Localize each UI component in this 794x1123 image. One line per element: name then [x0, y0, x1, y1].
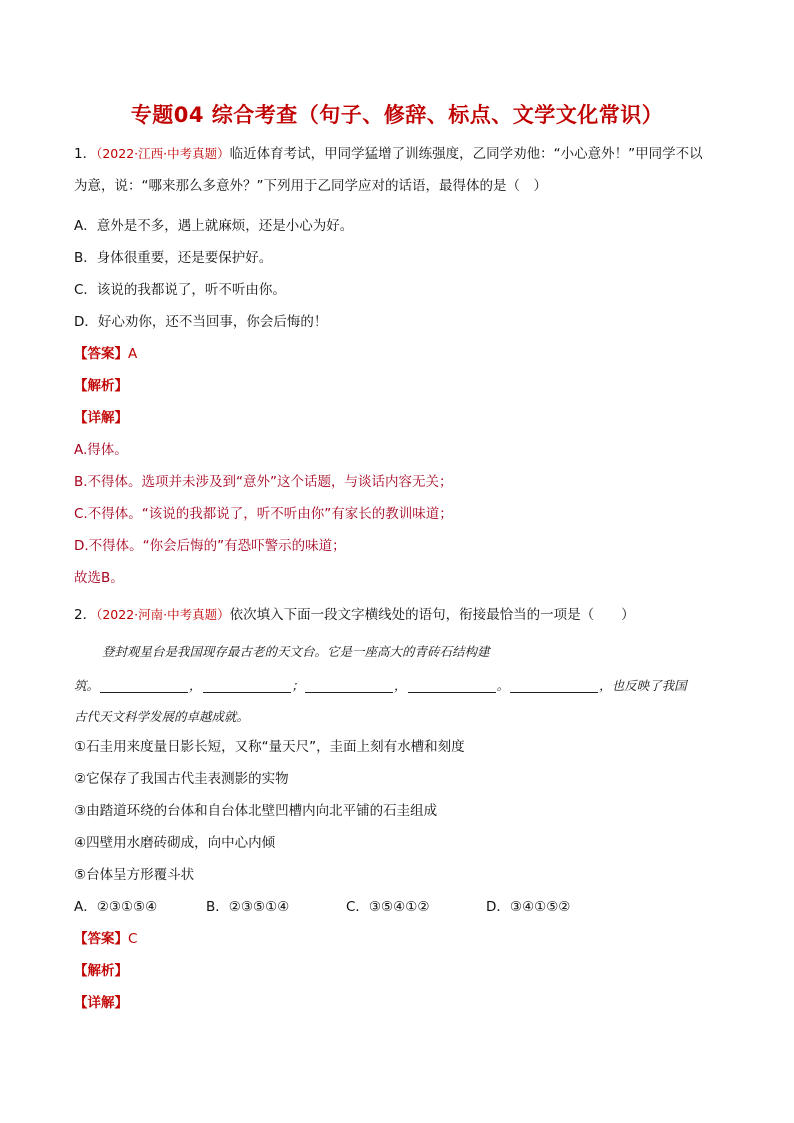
q1-answer-label: 【答案】 — [74, 346, 128, 362]
q2-sep-1: ， — [189, 678, 202, 693]
fill-blank-4 — [408, 691, 496, 693]
q1-option-d: D．好心劝你，还不当回事，你会后悔的！ — [74, 314, 328, 330]
q1-detail-b: B.不得体。选项并未涉及到“意外”这个话题，与谈话内容无关； — [74, 474, 453, 490]
q2-item-4: ④四壁用水磨砖砌成，向中心内倾 — [74, 835, 276, 851]
q2-sep-2: ； — [291, 678, 305, 693]
q2-sep-4: 。 — [496, 678, 510, 693]
q2-passage-line2 — [74, 677, 687, 695]
q1-option-a: A．意外是不多，遇上就麻烦，还是小心为好。 — [74, 218, 354, 234]
q2-item-3: ③由踏道环绕的台体和自台体北壁凹槽内向北平铺的石圭组成 — [74, 803, 438, 819]
q2-option-a: A．②③①⑤④ — [74, 899, 158, 915]
q2-option-c: C．③⑤④①② — [346, 899, 430, 915]
fill-blank-3 — [305, 691, 393, 693]
q1-detail-a: A.得体。 — [74, 442, 128, 458]
q2-stem-line — [74, 606, 635, 624]
q2-item-2: ②它保存了我国古代圭表测影的实物 — [74, 771, 289, 787]
q1-stem-line1 — [74, 145, 703, 163]
q2-analysis-label: 【解析】 — [74, 963, 128, 979]
q2-passage-line1: 登封观星台是我国现存最古老的天文台。它是一座高大的青砖石结构建 — [102, 644, 490, 659]
q1-stem-line2: 为意，说：“哪来那么多意外？”下列用于乙同学应对的话语，最得体的是（ ） — [74, 178, 547, 194]
q2-detail-label: 【详解】 — [74, 995, 128, 1011]
q2-option-d: D．③④①⑤② — [486, 899, 571, 915]
q1-option-b: B．身体很重要，还是要保护好。 — [74, 250, 273, 266]
q1-detail-label: 【详解】 — [74, 410, 128, 426]
fill-blank-5 — [510, 691, 598, 693]
q2-item-5: ⑤台体呈方形覆斗状 — [74, 867, 195, 883]
page-title: 专题04 综合考查（句子、修辞、标点、文学文化常识） — [130, 103, 664, 127]
q1-detail-c: C.不得体。“该说的我都说了，听不听由你”有家长的教训味道； — [74, 506, 453, 522]
q1-answer — [74, 345, 137, 363]
q1-detail-d: D.不得体。“你会后悔的”有恐吓警示的味道； — [74, 538, 346, 554]
q2-sep-3: ， — [394, 678, 407, 693]
q2-passage-line3: 古代天文科学发展的卓越成就。 — [74, 709, 250, 724]
q2-answer-label: 【答案】 — [74, 931, 128, 947]
q1-conclusion: 故选B。 — [74, 570, 124, 586]
q1-option-c: C．该说的我都说了，听不听由你。 — [74, 282, 286, 298]
q2-number: 2． — [74, 607, 97, 623]
q2-option-b: B．②③⑤①④ — [206, 899, 290, 915]
q1-analysis-label: 【解析】 — [74, 378, 128, 394]
q1-number: 1． — [74, 146, 97, 162]
q2-stem-text: 依次填入下面一段文字横线处的语句，衔接最恰当的一项是（ ） — [229, 607, 635, 623]
q2-passage-start: 筑。 — [74, 678, 100, 693]
q2-answer-value: C — [128, 931, 138, 947]
q2-item-1: ①石圭用来度量日影长短，又称“量天尺”，圭面上刻有水槽和刻度 — [74, 739, 465, 755]
fill-blank-1 — [100, 691, 188, 693]
q1-stem-text1: 临近体育考试，甲同学猛增了训练强度，乙同学劝他：“小心意外！”甲同学不以 — [229, 146, 703, 162]
q2-answer — [74, 930, 137, 948]
fill-blank-2 — [203, 691, 291, 693]
q1-source: （2022·江西·中考真题） — [96, 146, 230, 161]
q2-options-row — [74, 898, 570, 916]
q2-source: （2022·河南·中考真题） — [96, 607, 230, 622]
q1-answer-value: A — [128, 346, 138, 362]
q2-passage-end: ，也反映了我国 — [599, 678, 687, 693]
